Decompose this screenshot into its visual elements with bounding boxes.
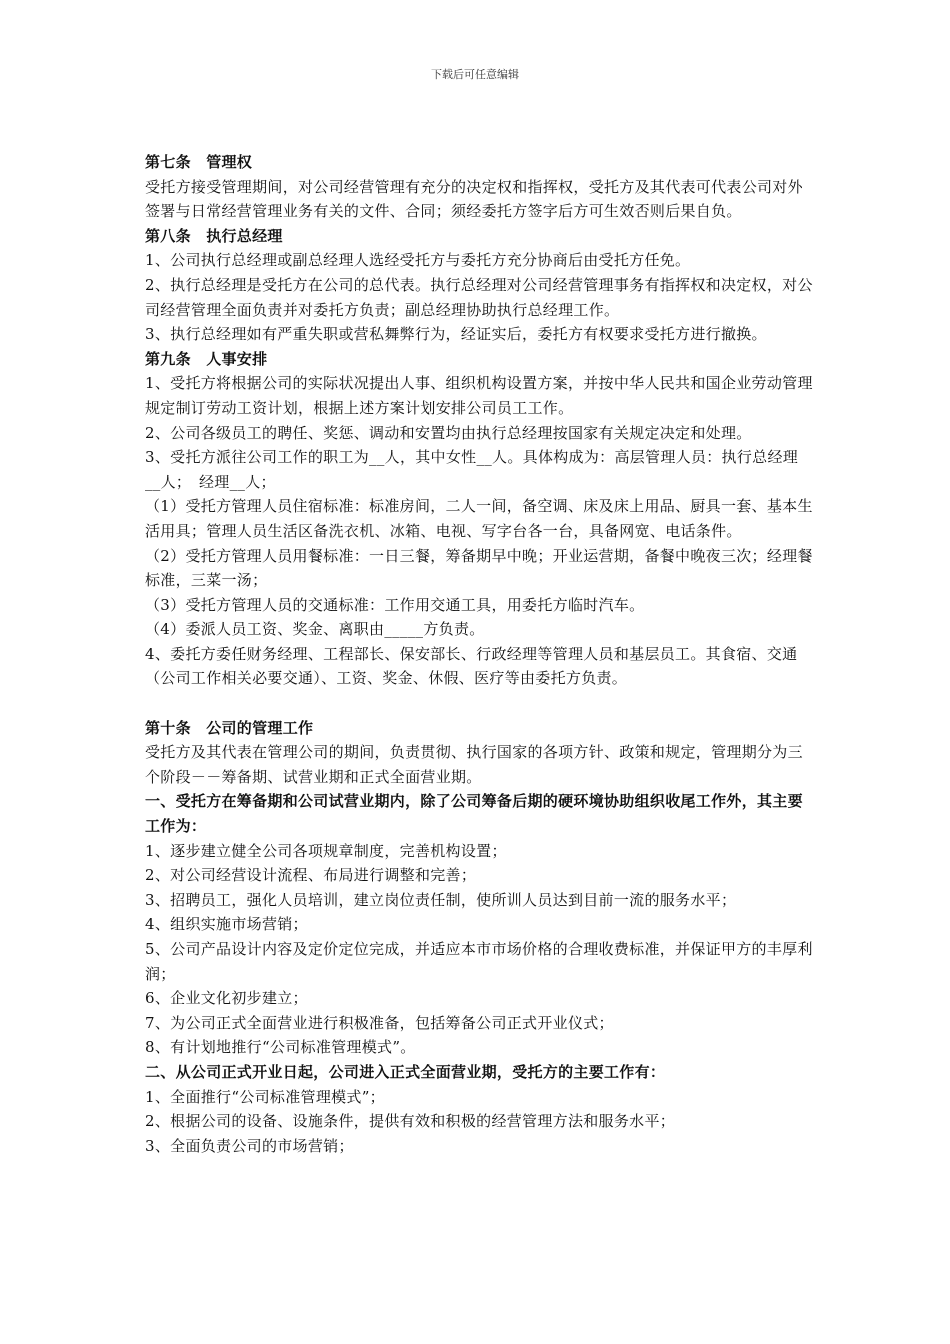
paragraph: （1）受托方管理人员住宿标准：标准房间，二人一间，备空调、床及床上用品、厨具一套、基本生活用具；管理人员生活区备洗衣机、冰箱、电视、写字台各一台，具备网宽、电话条件。	[145, 497, 813, 540]
paragraph: 受托方及其代表在管理公司的期间，负责贯彻、执行国家的各项方针、政策和规定，管理期分为三个阶段－－筹备期、试营业期和正式全面营业期。	[145, 743, 803, 786]
paragraph: 2、执行总经理是受托方在公司的总代表。执行总经理对公司经营管理事务有指挥权和决定权，对公司经营管理全面负责并对委托方负责；副总经理协助执行总经理工作。	[145, 275, 813, 319]
paragraph: 3、受托方派往公司工作的职工为__人，其中女性__人。具体构成为：高层管理人员：执行总经理__人； 经理__人；	[145, 448, 799, 491]
paragraph: 2、公司各级员工的聘任、奖惩、调动和安置均由执行总经理按国家有关规定决定和处理。	[145, 423, 752, 442]
paragraph: 1、受托方将根据公司的实际状况提出人事、组织机构设置方案，并按中华人民共和国企业劳动管理规定制订劳动工资计划，根据上述方案计划安排公司员工工作。	[145, 374, 813, 417]
paragraph: 3、执行总经理如有严重失职或营私舞弊行为，经证实后，委托方有权要求受托方进行撤换。	[145, 325, 767, 344]
paragraph: 3、招聘员工，强化人员培训，建立岗位责任制，使所训人员达到目前一流的服务水平；	[145, 890, 737, 909]
paragraph: 8、有计划地推行“公司标准管理模式”。	[145, 1038, 416, 1057]
paragraph: 1、逐步建立健全公司各项规章制度，完善机构设置；	[145, 841, 507, 860]
paragraph: （4）委派人员工资、奖金、离职由_____方负责。	[145, 620, 485, 639]
paragraph: 6、企业文化初步建立；	[145, 989, 308, 1008]
paragraph: （3）受托方管理人员的交通标准：工作用交通工具，用委托方临时汽车。	[145, 595, 645, 614]
paragraph: 受托方接受管理期间，对公司经营管理有充分的决定权和指挥权，受托方及其代表可代表公司对外签署与日常经营管理业务有关的文件、合同；须经委托方签字后方可生效否则后果自负。	[145, 177, 803, 221]
paragraph: 2、对公司经营设计流程、布局进行调整和完善；	[145, 866, 477, 885]
paragraph: 7、为公司正式全面营业进行积极准备，包括筹备公司正式开业仪式；	[145, 1013, 614, 1032]
section-heading: 二、从公司正式开业日起，公司进入正式全面营业期，受托方的主要工作有：	[145, 1062, 666, 1081]
paragraph: （2）受托方管理人员用餐标准：一日三餐，筹备期早中晚；开业运营期，备餐中晚夜三次；经理餐标准，三菜一汤；	[145, 546, 813, 590]
page-header: 下载后可任意编辑	[431, 68, 519, 81]
section-heading: 第八条 执行总经理	[145, 226, 283, 245]
section-heading: 第十条 公司的管理工作	[145, 718, 314, 737]
paragraph: 5、公司产品设计内容及定价定位完成，并适应本市市场价格的合理收费标准，并保证甲方的丰厚利润；	[145, 940, 813, 983]
section-heading: 第九条 人事安排	[145, 349, 268, 368]
section-heading: 第七条 管理权	[145, 153, 253, 171]
paragraph: 3、全面负责公司的市场营销；	[145, 1136, 354, 1155]
paragraph: 2、根据公司的设备、设施条件，提供有效和积极的经营管理方法和服务水平；	[145, 1112, 676, 1131]
paragraph: 4、组织实施市场营销；	[145, 915, 308, 934]
section-heading: 一、受托方在筹备期和公司试营业期内，除了公司筹备后期的硬环境协助组织收尾工作外，其主要工作为：	[145, 792, 803, 836]
document-body	[145, 150, 813, 1158]
paragraph: 1、公司执行总经理或副总经理人选经受托方与委托方充分协商后由受托方任免。	[145, 251, 691, 270]
paragraph: 4、委托方委任财务经理、工程部长、保安部长、行政经理等管理人员和基层员工。其食宿、交通（公司工作相关必要交通）、工资、奖金、休假、医疗等由委托方负责。	[145, 644, 798, 688]
blank-line	[145, 691, 813, 716]
paragraph: 1、全面推行“公司标准管理模式”；	[145, 1087, 385, 1106]
